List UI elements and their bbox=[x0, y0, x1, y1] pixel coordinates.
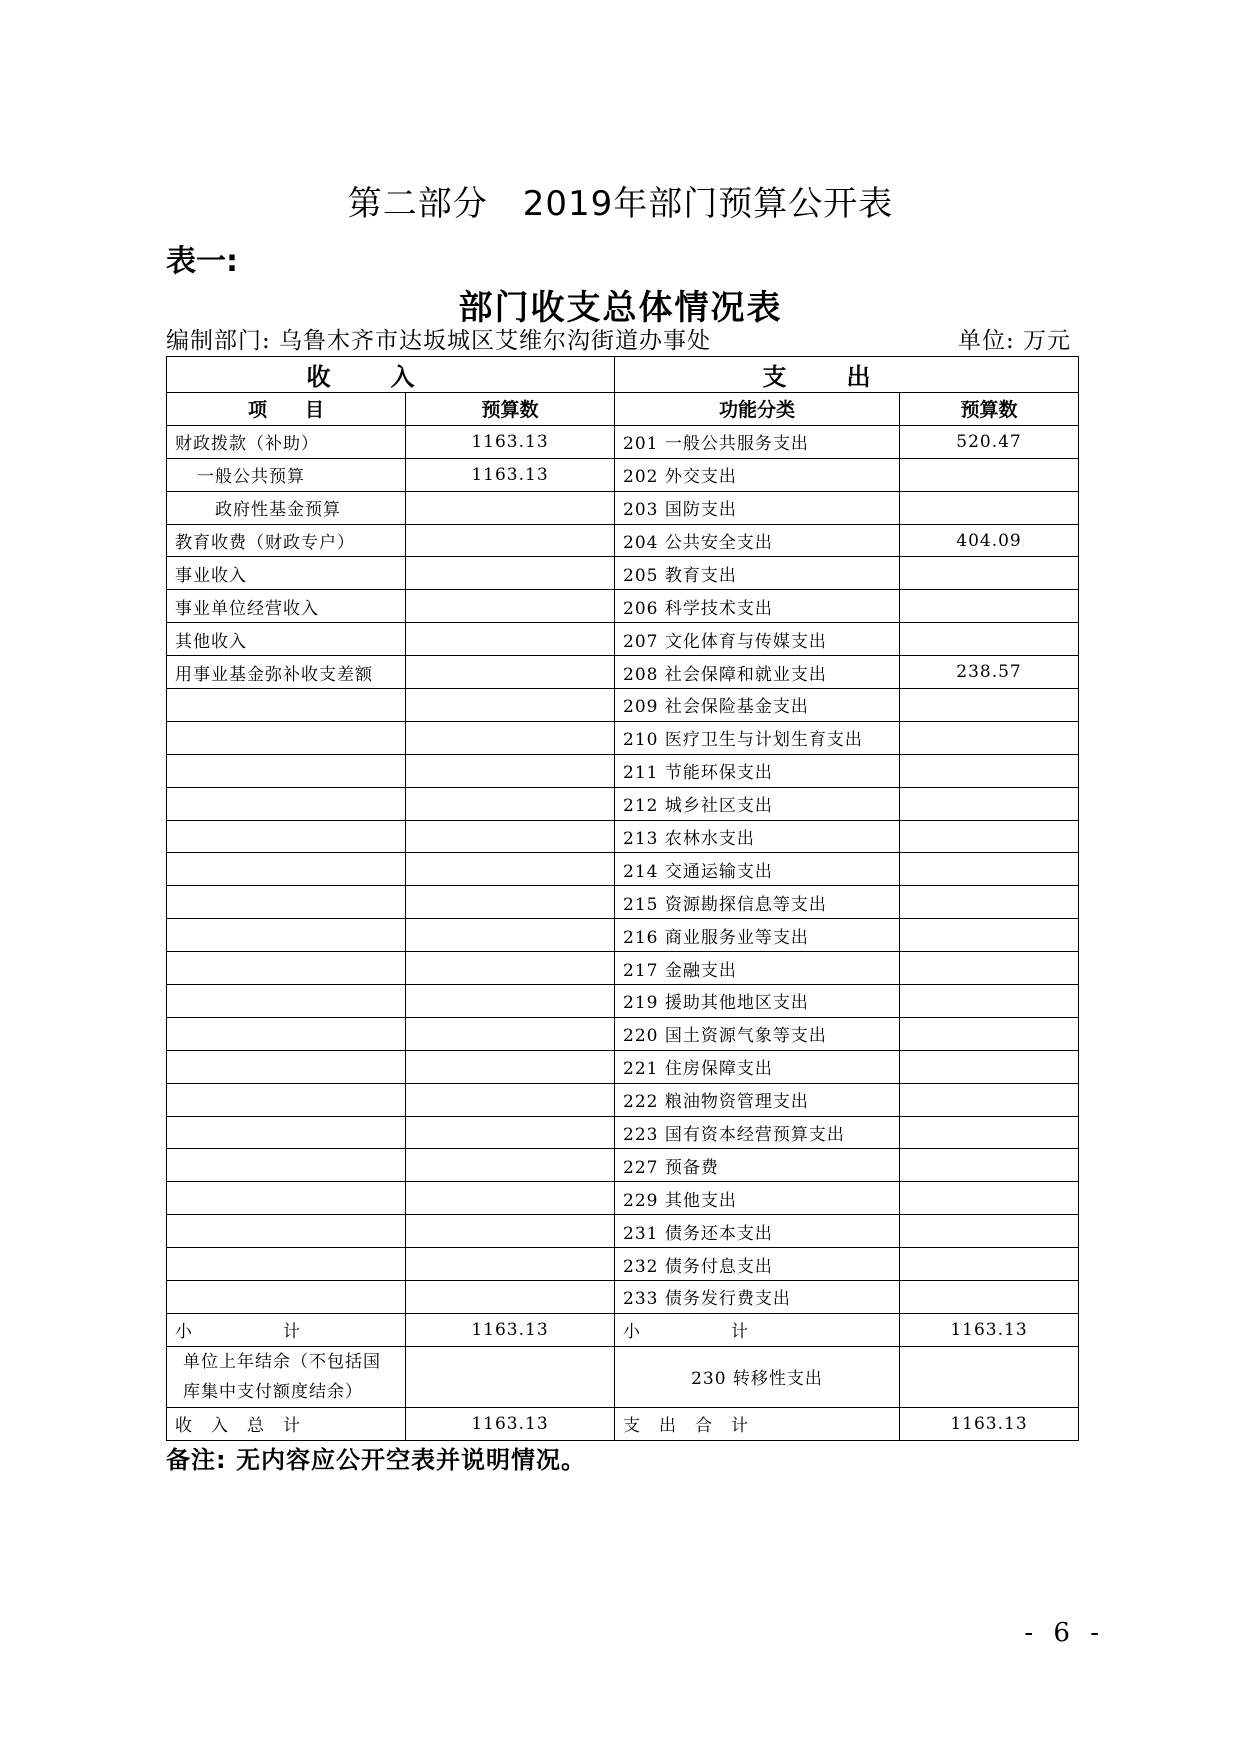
subtotal-income-amount: 1163.13 bbox=[406, 1313, 615, 1346]
expense-amount-cell: 404.09 bbox=[900, 524, 1079, 557]
expense-amount-cell bbox=[900, 985, 1079, 1018]
income-amount-cell bbox=[406, 1116, 615, 1149]
income-item-cell bbox=[167, 820, 406, 853]
table-row bbox=[167, 590, 1079, 623]
expense-amount-cell bbox=[900, 1116, 1079, 1149]
carryover-income-item: 单位上年结余（不包括国库集中支付额度结余） bbox=[167, 1346, 406, 1407]
income-item-cell bbox=[167, 1281, 406, 1314]
table-row bbox=[167, 820, 1079, 853]
total-expense-label: 支 出 合 计 bbox=[615, 1407, 900, 1440]
table-row bbox=[167, 491, 1079, 524]
table-body bbox=[167, 425, 1079, 1313]
expense-item-cell: 206 科学技术支出 bbox=[615, 590, 900, 623]
table-title: 部门收支总体情况表 bbox=[458, 288, 783, 328]
income-amount-cell bbox=[406, 689, 615, 722]
expense-amount-cell bbox=[900, 754, 1079, 787]
expense-amount-cell bbox=[900, 820, 1079, 853]
income-item-cell bbox=[167, 853, 406, 886]
income-item-cell bbox=[167, 1116, 406, 1149]
income-amount-cell: 1163.13 bbox=[406, 425, 615, 458]
total-income-amount: 1163.13 bbox=[406, 1407, 615, 1440]
expense-item-cell: 201 一般公共服务支出 bbox=[615, 425, 900, 458]
expense-amount-cell bbox=[900, 1248, 1079, 1281]
total-income-label: 收 入 总 计 bbox=[167, 1407, 406, 1440]
table-row bbox=[167, 1248, 1079, 1281]
table-row bbox=[167, 853, 1079, 886]
table-row bbox=[167, 919, 1079, 952]
table-row bbox=[167, 754, 1079, 787]
expense-item-cell: 231 债务还本支出 bbox=[615, 1215, 900, 1248]
income-amount-cell bbox=[406, 985, 615, 1018]
table-row bbox=[167, 623, 1079, 656]
income-amount-cell bbox=[406, 590, 615, 623]
expense-item-cell: 214 交通运输支出 bbox=[615, 853, 900, 886]
income-item-cell: 一般公共预算 bbox=[167, 458, 406, 491]
budget-table bbox=[166, 356, 1079, 1441]
expense-amount-cell bbox=[900, 458, 1079, 491]
expense-item-cell: 217 金融支出 bbox=[615, 952, 900, 985]
income-amount-cell bbox=[406, 1017, 615, 1050]
income-amount-cell bbox=[406, 557, 615, 590]
table-row bbox=[167, 1182, 1079, 1215]
income-item-cell: 事业单位经营收入 bbox=[167, 590, 406, 623]
subtotal-row bbox=[167, 1313, 1079, 1346]
table-row bbox=[167, 985, 1079, 1018]
part-title: 第二部分 2019年部门预算公开表 bbox=[347, 184, 894, 224]
income-item-cell bbox=[167, 886, 406, 919]
expense-item-cell: 207 文化体育与传媒支出 bbox=[615, 623, 900, 656]
table-row bbox=[167, 787, 1079, 820]
subtotal-income-label: 小 计 bbox=[167, 1313, 406, 1346]
expense-amount-cell bbox=[900, 853, 1079, 886]
expense-item-cell: 210 医疗卫生与计划生育支出 bbox=[615, 721, 900, 754]
expense-amount-cell bbox=[900, 952, 1079, 985]
table-label: 表一: bbox=[166, 244, 238, 279]
expense-amount-cell bbox=[900, 1281, 1079, 1314]
income-section-header: 收入 bbox=[167, 357, 615, 393]
income-item-cell bbox=[167, 1248, 406, 1281]
expense-item-cell: 212 城乡社区支出 bbox=[615, 787, 900, 820]
expense-section-header: 支出 bbox=[615, 357, 1079, 393]
income-item-cell bbox=[167, 919, 406, 952]
function-class-column-header: 功能分类 bbox=[615, 393, 900, 426]
income-item-cell bbox=[167, 1050, 406, 1083]
income-item-cell bbox=[167, 721, 406, 754]
expense-amount-cell bbox=[900, 721, 1079, 754]
income-item-cell bbox=[167, 985, 406, 1018]
table-row bbox=[167, 721, 1079, 754]
expense-item-cell: 209 社会保险基金支出 bbox=[615, 689, 900, 722]
carryover-expense-amount bbox=[900, 1346, 1079, 1407]
carryover-expense-item: 230 转移性支出 bbox=[615, 1346, 900, 1407]
table-row bbox=[167, 886, 1079, 919]
income-item-cell: 用事业基金弥补收支差额 bbox=[167, 656, 406, 689]
income-item-cell: 其他收入 bbox=[167, 623, 406, 656]
table-row bbox=[167, 1149, 1079, 1182]
table-row bbox=[167, 1281, 1079, 1314]
income-amount-cell bbox=[406, 491, 615, 524]
income-amount-cell bbox=[406, 1248, 615, 1281]
income-item-cell bbox=[167, 1182, 406, 1215]
expense-item-cell: 223 国有资本经营预算支出 bbox=[615, 1116, 900, 1149]
expense-amount-cell bbox=[900, 1215, 1079, 1248]
income-amount-cell bbox=[406, 623, 615, 656]
compiling-department: 编制部门: 乌鲁木齐市达坂城区艾维尔沟街道办事处 bbox=[166, 328, 712, 354]
expense-amount-cell bbox=[900, 1083, 1079, 1116]
expense-amount-cell bbox=[900, 590, 1079, 623]
table-row bbox=[167, 458, 1079, 491]
expense-item-cell: 221 住房保障支出 bbox=[615, 1050, 900, 1083]
income-item-cell bbox=[167, 1083, 406, 1116]
table-row bbox=[167, 524, 1079, 557]
total-row bbox=[167, 1407, 1079, 1440]
unit-label: 单位: 万元 bbox=[957, 328, 1071, 354]
table-row bbox=[167, 557, 1079, 590]
income-item-cell bbox=[167, 1215, 406, 1248]
expense-item-cell: 208 社会保障和就业支出 bbox=[615, 656, 900, 689]
income-item-cell: 财政拨款（补助） bbox=[167, 425, 406, 458]
income-amount-cell bbox=[406, 656, 615, 689]
expense-amount-cell bbox=[900, 787, 1079, 820]
expense-amount-cell: 520.47 bbox=[900, 425, 1079, 458]
total-expense-amount: 1163.13 bbox=[900, 1407, 1079, 1440]
expense-item-cell: 211 节能环保支出 bbox=[615, 754, 900, 787]
expense-item-cell: 227 预备费 bbox=[615, 1149, 900, 1182]
income-amount-cell bbox=[406, 787, 615, 820]
expense-amount-cell bbox=[900, 1182, 1079, 1215]
income-item-cell bbox=[167, 689, 406, 722]
expense-amount-cell bbox=[900, 1050, 1079, 1083]
expense-amount-cell bbox=[900, 689, 1079, 722]
income-amount-cell bbox=[406, 1050, 615, 1083]
subtotal-expense-amount: 1163.13 bbox=[900, 1313, 1079, 1346]
expense-amount-cell bbox=[900, 1017, 1079, 1050]
table-row bbox=[167, 1017, 1079, 1050]
income-item-cell bbox=[167, 754, 406, 787]
income-amount-cell bbox=[406, 721, 615, 754]
income-amount-cell bbox=[406, 754, 615, 787]
table-row bbox=[167, 952, 1079, 985]
expense-item-cell: 219 援助其他地区支出 bbox=[615, 985, 900, 1018]
expense-item-cell: 222 粮油物资管理支出 bbox=[615, 1083, 900, 1116]
expense-amount-column-header: 预算数 bbox=[900, 393, 1079, 426]
income-amount-cell bbox=[406, 853, 615, 886]
income-item-cell bbox=[167, 1149, 406, 1182]
footnote: 备注: 无内容应公开空表并说明情况。 bbox=[166, 1446, 586, 1474]
expense-amount-cell bbox=[900, 919, 1079, 952]
income-item-cell bbox=[167, 787, 406, 820]
expense-item-cell: 204 公共安全支出 bbox=[615, 524, 900, 557]
income-item-cell: 事业收入 bbox=[167, 557, 406, 590]
income-amount-cell bbox=[406, 1215, 615, 1248]
income-amount-cell bbox=[406, 524, 615, 557]
income-amount-cell bbox=[406, 820, 615, 853]
table-row bbox=[167, 656, 1079, 689]
expense-item-cell: 203 国防支出 bbox=[615, 491, 900, 524]
expense-item-cell: 215 资源勘探信息等支出 bbox=[615, 886, 900, 919]
income-amount-cell bbox=[406, 1182, 615, 1215]
expense-item-cell: 202 外交支出 bbox=[615, 458, 900, 491]
income-amount-cell bbox=[406, 886, 615, 919]
expense-item-cell: 233 债务发行费支出 bbox=[615, 1281, 900, 1314]
expense-item-cell: 229 其他支出 bbox=[615, 1182, 900, 1215]
income-amount-cell bbox=[406, 919, 615, 952]
expense-amount-cell bbox=[900, 623, 1079, 656]
item-column-header: 项 目 bbox=[167, 393, 406, 426]
expense-amount-cell bbox=[900, 557, 1079, 590]
income-amount-cell bbox=[406, 1083, 615, 1116]
table-row bbox=[167, 1215, 1079, 1248]
income-amount-cell bbox=[406, 1149, 615, 1182]
page-number: - 6 - bbox=[1024, 1618, 1105, 1648]
expense-amount-cell bbox=[900, 1149, 1079, 1182]
income-item-cell bbox=[167, 952, 406, 985]
income-amount-column-header: 预算数 bbox=[406, 393, 615, 426]
expense-amount-cell: 238.57 bbox=[900, 656, 1079, 689]
carryover-income-amount bbox=[406, 1346, 615, 1407]
income-amount-cell bbox=[406, 1281, 615, 1314]
income-item-cell: 教育收费（财政专户） bbox=[167, 524, 406, 557]
table-row bbox=[167, 1116, 1079, 1149]
subtotal-expense-label: 小 计 bbox=[615, 1313, 900, 1346]
income-item-cell bbox=[167, 1017, 406, 1050]
expense-item-cell: 232 债务付息支出 bbox=[615, 1248, 900, 1281]
expense-item-cell: 220 国土资源气象等支出 bbox=[615, 1017, 900, 1050]
expense-item-cell: 213 农林水支出 bbox=[615, 820, 900, 853]
income-amount-cell: 1163.13 bbox=[406, 458, 615, 491]
carryover-row bbox=[167, 1346, 1079, 1407]
table-row bbox=[167, 1083, 1079, 1116]
expense-item-cell: 216 商业服务业等支出 bbox=[615, 919, 900, 952]
table-row bbox=[167, 425, 1079, 458]
income-amount-cell bbox=[406, 952, 615, 985]
table-row bbox=[167, 1050, 1079, 1083]
income-item-cell: 政府性基金预算 bbox=[167, 491, 406, 524]
expense-amount-cell bbox=[900, 886, 1079, 919]
table-row bbox=[167, 689, 1079, 722]
expense-item-cell: 205 教育支出 bbox=[615, 557, 900, 590]
expense-amount-cell bbox=[900, 491, 1079, 524]
